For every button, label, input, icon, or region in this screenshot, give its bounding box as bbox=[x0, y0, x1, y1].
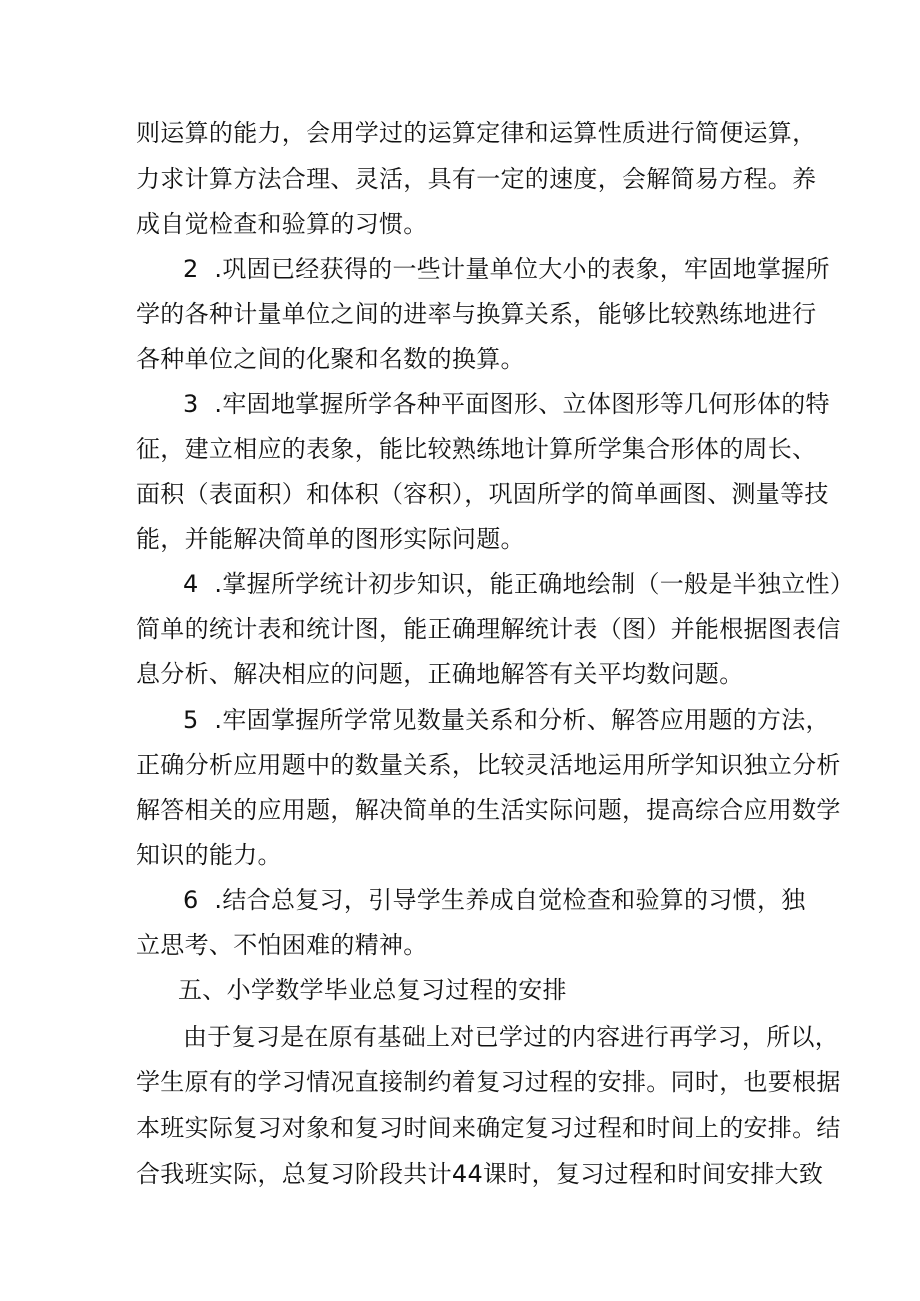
list-item-6-line-1: 6 .结合总复习，引导学生养成自觉检查和验算的习惯，独 bbox=[183, 886, 806, 914]
list-item-3-line-1: 3 .牢固地掌握所学各种平面图形、立体图形等几何形体的特 bbox=[183, 390, 830, 418]
section-heading: 五、小学数学毕业总复习过程的安排 bbox=[178, 976, 567, 1004]
list-item-2-line-3: 各种单位之间的化聚和名数的换算。 bbox=[136, 345, 525, 373]
list-item-5-line-4: 知识的能力。 bbox=[136, 841, 282, 869]
paragraph-line-3: 本班实际复习对象和复习时间来确定复习过程和时间上的安排。结 bbox=[136, 1114, 841, 1142]
list-item-5-line-3: 解答相关的应用题，解决简单的生活实际问题，提高综合应用数学 bbox=[136, 796, 841, 824]
list-item-4-line-2: 简单的统计表和统计图，能正确理解统计表（图）并能根据图表信 bbox=[136, 615, 841, 643]
text-line-3: 成自觉检查和验算的习惯。 bbox=[136, 210, 428, 238]
list-item-2-line-1: 2 .巩固已经获得的一些计量单位大小的表象，牢固地掌握所 bbox=[183, 255, 830, 283]
list-item-3-line-2: 征，建立相应的表象，能比较熟练地计算所学集合形体的周长、 bbox=[136, 435, 817, 463]
paragraph-line-1: 由于复习是在原有基础上对已学过的内容进行再学习，所以， bbox=[183, 1023, 840, 1051]
list-item-5-line-1: 5 .牢固掌握所学常见数量关系和分析、解答应用题的方法， bbox=[183, 706, 830, 734]
list-item-6-line-2: 立思考、不怕困难的精神。 bbox=[136, 931, 428, 959]
list-item-4-line-3: 息分析、解决相应的问题，正确地解答有关平均数问题。 bbox=[136, 660, 744, 688]
list-item-3-line-3: 面积（表面积）和体积（容积），巩固所学的简单画图、测量等技 bbox=[136, 480, 829, 508]
paragraph-line-4: 合我班实际，总复习阶段共计44课时，复习过程和时间安排大致 bbox=[136, 1160, 824, 1188]
list-item-3-line-4: 能，并能解决简单的图形实际问题。 bbox=[136, 525, 525, 553]
paragraph-line-2: 学生原有的学习情况直接制约着复习过程的安排。同时，也要根据 bbox=[136, 1068, 841, 1096]
list-item-5-line-2: 正确分析应用题中的数量关系，比较灵活地运用所学知识独立分析 bbox=[136, 751, 841, 779]
text-line-1: 则运算的能力，会用学过的运算定律和运算性质进行简便运算， bbox=[136, 119, 817, 147]
text-line-2: 力求计算方法合理、灵活，具有一定的速度，会解简易方程。养 bbox=[136, 165, 817, 193]
list-item-4-line-1: 4 .掌握所学统计初步知识，能正确地绘制（一般是半独立性） bbox=[183, 570, 855, 598]
list-item-2-line-2: 学的各种计量单位之间的进率与换算关系，能够比较熟练地进行 bbox=[136, 300, 817, 328]
